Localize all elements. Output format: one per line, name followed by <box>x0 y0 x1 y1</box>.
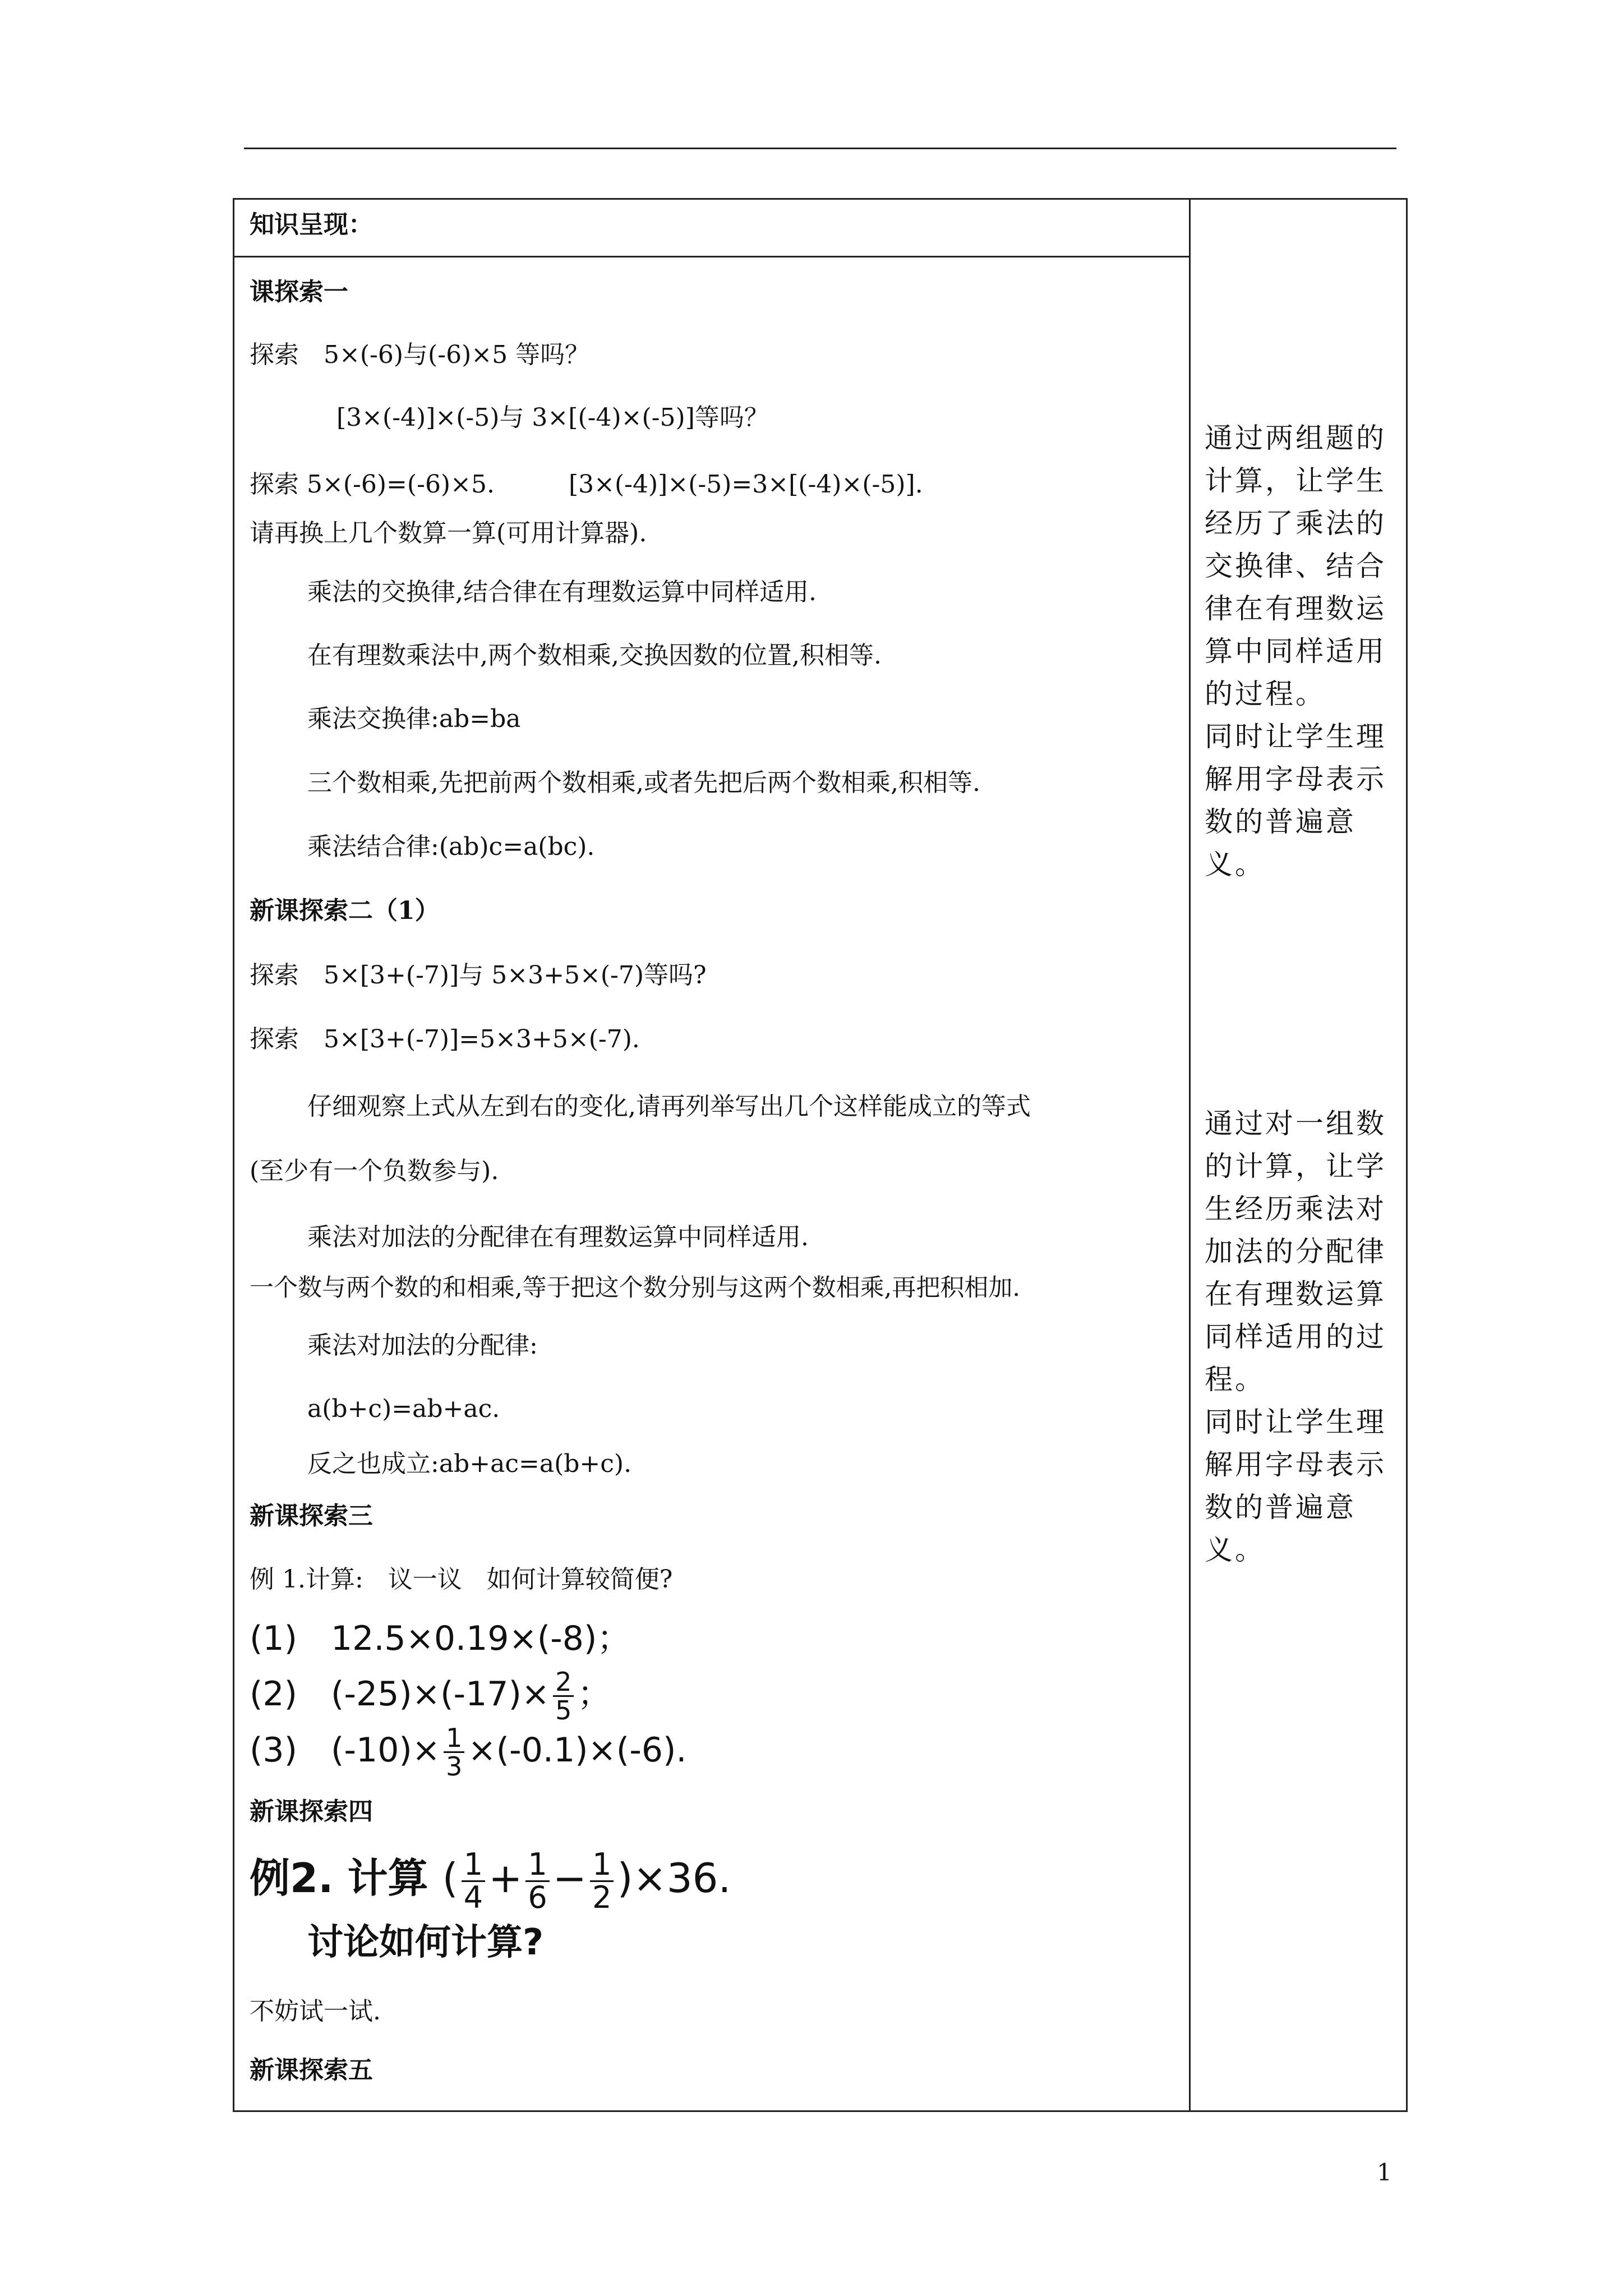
fraction-numerator: 1 <box>462 1849 485 1882</box>
example2-expression <box>250 1844 731 1913</box>
example1-item3 <box>250 1724 687 1780</box>
open-paren: ( <box>442 1855 458 1902</box>
section1-p3: 乘法交换律:ab=ba <box>307 705 521 733</box>
fraction-1-2 <box>590 1846 614 1915</box>
knowledge-header: 知识呈现： <box>250 210 373 239</box>
fraction-denominator: 2 <box>592 1879 612 1915</box>
fraction-1-6 <box>525 1846 549 1915</box>
plus-sign: + <box>488 1855 523 1902</box>
page-number: 1 <box>1377 2159 1392 2186</box>
section2-p2: 乘法对加法的分配律在有理数运算中同样适用. <box>307 1223 809 1251</box>
note2-text: 通过对一组数的计算，让学生经历乘法对加法的分配律在有理数运算同样适用的过程。 <box>1205 1107 1386 1396</box>
note1-text-2: 同时让学生理解用字母表示数的普遍意义。 <box>1205 720 1386 881</box>
section1-try: 请再换上几个数算一算(可用计算器). <box>250 519 647 547</box>
fraction-denominator: 6 <box>528 1879 547 1915</box>
section1-title: 课探索一 <box>250 278 348 306</box>
section5-title: 新课探索五 <box>250 2056 373 2085</box>
fraction-1-3 <box>444 1724 464 1780</box>
example1-item2-text: (2) (-25)×(-17)× <box>250 1674 550 1714</box>
example1-item1: (1) 12.5×0.19×(-8)； <box>250 1619 631 1658</box>
fraction-numerator: 1 <box>525 1849 549 1882</box>
note-distributive <box>1205 1102 1395 1571</box>
section4-title: 新课探索四 <box>250 1797 373 1826</box>
header-rule <box>244 148 1396 149</box>
section2-q: 探索 5×[3+(-7)]与 5×3+5×(-7)等吗? <box>250 961 707 990</box>
section2-p6: 反之也成立:ab+ac=a(b+c). <box>307 1450 632 1478</box>
example1-item3-end: ×(-0.1)×(-6). <box>468 1731 687 1770</box>
section2-p3: 一个数与两个数的和相乘,等于把这个数分别与这两个数相乘,再把积相加. <box>250 1274 1021 1302</box>
multiply-36: )×36. <box>617 1855 731 1902</box>
section2-title: 新课探索二（1） <box>250 896 440 925</box>
section4-try: 不妨试一试. <box>250 1997 381 2026</box>
column-divider <box>1189 198 1191 2112</box>
note2-text-2: 同时让学生理解用字母表示数的普遍意义。 <box>1205 1406 1386 1566</box>
example1-item2-end: ； <box>577 1674 611 1714</box>
section2-answer: 探索 5×[3+(-7)]=5×3+5×(-7). <box>250 1025 640 1053</box>
section1-p2: 在有理数乘法中,两个数相乘,交换因数的位置,积相等. <box>307 641 882 670</box>
minus-sign: − <box>552 1855 587 1902</box>
section2-p1b: (至少有一个负数参与). <box>250 1157 499 1185</box>
example1-item3-text: (3) (-10)× <box>250 1731 441 1770</box>
note-commutative-associative <box>1205 417 1395 886</box>
section1-p5: 乘法结合律:(ab)c=a(bc). <box>307 832 595 861</box>
section1-q1: 探索 5×(-6)与(-6)×5 等吗？ <box>250 341 590 369</box>
fraction-denominator: 4 <box>463 1879 483 1915</box>
section2-p4: 乘法对加法的分配律: <box>307 1331 538 1360</box>
section1-answer: 探索 5×(-6)=(-6)×5. [3×(-4)]×(-5)=3×[(-4)×(-5)]. <box>250 470 923 499</box>
section2-p1: 仔细观察上式从左到右的变化,请再列举写出几个这样能成立的等式 <box>307 1092 1031 1121</box>
example1-item2 <box>250 1668 611 1724</box>
example1-label: 例 1.计算: 议一议 如何计算较简便? <box>250 1565 673 1594</box>
header-row-divider <box>233 256 1189 257</box>
fraction-denominator: 5 <box>555 1695 572 1726</box>
fraction-1-4 <box>462 1846 485 1915</box>
note1-text: 通过两组题的计算，让学生经历了乘法的交换律、结合律在有理数运算中同样适用的过程。 <box>1205 422 1386 710</box>
fraction-denominator: 3 <box>446 1751 463 1782</box>
section1-p4: 三个数相乘,先把前两个数相乘,或者先把后两个数相乘,积相等. <box>307 769 980 797</box>
section3-title: 新课探索三 <box>250 1502 373 1530</box>
section1-q2: [3×(-4)]×(-5)与 3×[(-4)×(-5)]等吗？ <box>336 403 769 432</box>
fraction-numerator: 2 <box>553 1668 574 1697</box>
fraction-2-5 <box>553 1668 574 1724</box>
fraction-numerator: 1 <box>444 1724 464 1753</box>
section1-p1: 乘法的交换律,结合律在有理数运算中同样适用. <box>307 578 817 606</box>
section2-p5: a(b+c)=ab+ac. <box>307 1395 500 1423</box>
example2-discuss: 讨论如何计算? <box>307 1922 544 1963</box>
example2-label: 例2. 计算 <box>250 1855 428 1902</box>
fraction-numerator: 1 <box>590 1849 614 1882</box>
